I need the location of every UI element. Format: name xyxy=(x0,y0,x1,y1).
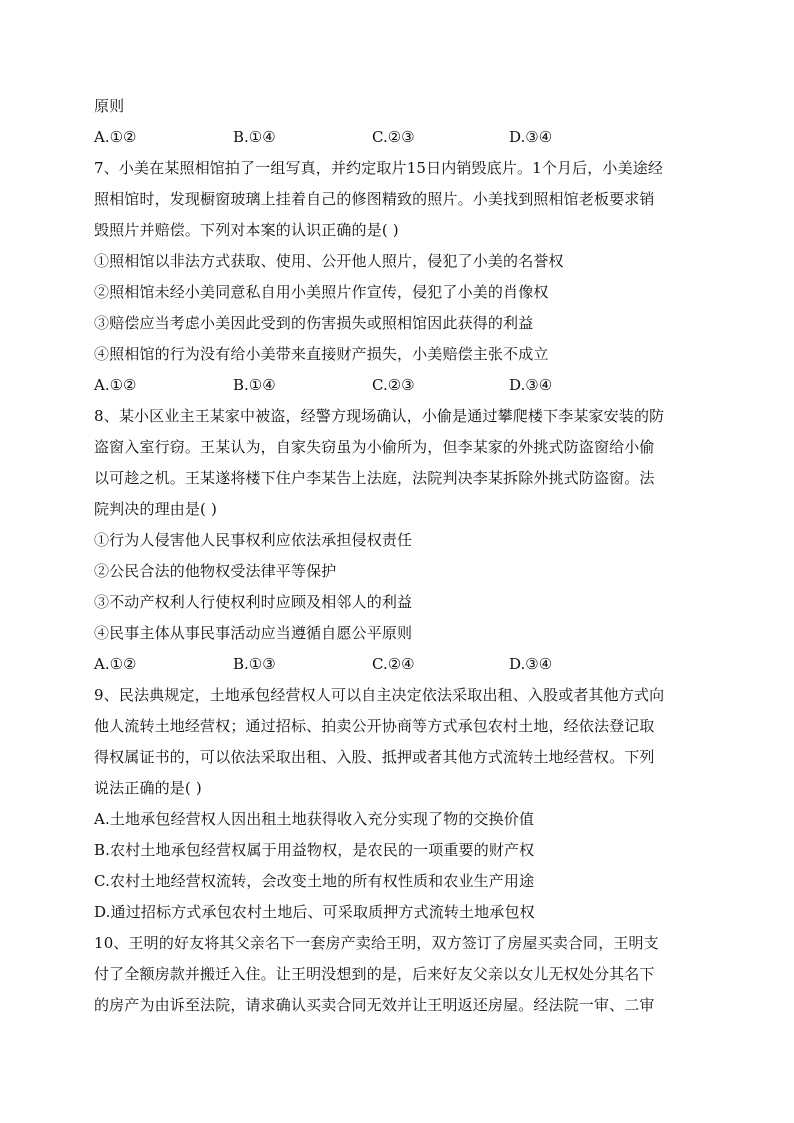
text-line: 说法正确的是( ) xyxy=(94,779,202,797)
option-c-line: C.农村土地经营权流转，会改变土地的所有权性质和农业生产用途 xyxy=(94,872,535,890)
option-d: D.③④ xyxy=(509,655,553,673)
text-line: 以可趁之机。王某遂将楼下住户李某告上法庭，法院判决李某拆除外挑式防盗窗。法 xyxy=(94,469,655,487)
text-line: 他人流转土地经营权；通过招标、拍卖公开协商等方式承包农村土地，经依法登记取 xyxy=(94,717,655,735)
text-line: 付了全额房款并搬迁入住。让王明没想到的是，后来好友父亲以女儿无权处分其名下 xyxy=(94,965,655,983)
text-line: 照相馆时，发现橱窗玻璃上挂着自己的修图精致的照片。小美找到照相馆老板要求销 xyxy=(94,190,655,208)
option-c: C.②③ xyxy=(372,376,415,394)
text-line: 毁照片并赔偿。下列对本案的认识正确的是( ) xyxy=(94,221,399,239)
question-9-stem: 9、民法典规定，土地承包经营权人可以自主决定依法采取出租、入股或者其他方式向 xyxy=(94,686,665,704)
answer-options-q6 xyxy=(94,127,706,147)
text-line: 的房产为由诉至法院，请求确认买卖合同无效并让王明返还房屋。经法院一审、二审 xyxy=(94,996,655,1014)
option-b: B.①④ xyxy=(233,128,276,146)
option-a: A.①② xyxy=(94,128,137,146)
option-d-line: D.通过招标方式承包农村土地后、可采取质押方式流转土地承包权 xyxy=(94,903,535,921)
statement-item: ②公民合法的他物权受法律平等保护 xyxy=(94,562,337,580)
text-line: 盗窗入室行窃。王某认为，自家失窃虽为小偷所为，但李某家的外挑式防盗窗给小偷 xyxy=(94,438,655,456)
statement-item: ④民事主体从事民事活动应当遵循自愿公平原则 xyxy=(94,624,413,642)
option-a: A.①② xyxy=(94,655,137,673)
statement-item: ④照相馆的行为没有给小美带来直接财产损失，小美赔偿主张不成立 xyxy=(94,345,549,363)
statement-item: ①照相馆以非法方式获取、使用、公开他人照片，侵犯了小美的名誉权 xyxy=(94,252,564,270)
text-line: 得权属证书的，可以依法采取出租、入股、抵押或者其他方式流转土地经营权。下列 xyxy=(94,748,655,766)
answer-options-q7 xyxy=(94,375,706,395)
option-c: C.②③ xyxy=(372,128,415,146)
option-b: B.①③ xyxy=(233,655,276,673)
text-line: 原则 xyxy=(94,97,125,115)
option-d: D.③④ xyxy=(509,376,553,394)
text-line: 院判决的理由是( ) xyxy=(94,500,217,518)
answer-options-q8 xyxy=(94,654,706,674)
option-a: A.①② xyxy=(94,376,137,394)
statement-item: ①行为人侵害他人民事权利应依法承担侵权责任 xyxy=(94,531,413,549)
option-b-line: B.农村土地承包经营权属于用益物权，是农民的一项重要的财产权 xyxy=(94,841,535,859)
question-8-stem: 8、某小区业主王某家中被盗，经警方现场确认，小偷是通过攀爬楼下李某家安装的防 xyxy=(94,407,665,425)
question-10-stem: 10、王明的好友将其父亲名下一套房产卖给王明，双方签订了房屋买卖合同，王明支 xyxy=(94,934,659,952)
statement-item: ③赔偿应当考虑小美因此受到的伤害损失或照相馆因此获得的利益 xyxy=(94,314,534,332)
statement-item: ③不动产权利人行使权利时应顾及相邻人的利益 xyxy=(94,593,413,611)
option-b: B.①④ xyxy=(233,376,276,394)
question-7-stem: 7、小美在某照相馆拍了一组写真，并约定取片15日内销毁底片。1个月后，小美途经 xyxy=(94,159,664,177)
statement-item: ②照相馆未经小美同意私自用小美照片作宣传，侵犯了小美的肖像权 xyxy=(94,283,549,301)
option-a-line: A.土地承包经营权人因出租土地获得收入充分实现了物的交换价值 xyxy=(94,810,535,828)
option-d: D.③④ xyxy=(509,128,553,146)
option-c: C.②④ xyxy=(372,655,415,673)
